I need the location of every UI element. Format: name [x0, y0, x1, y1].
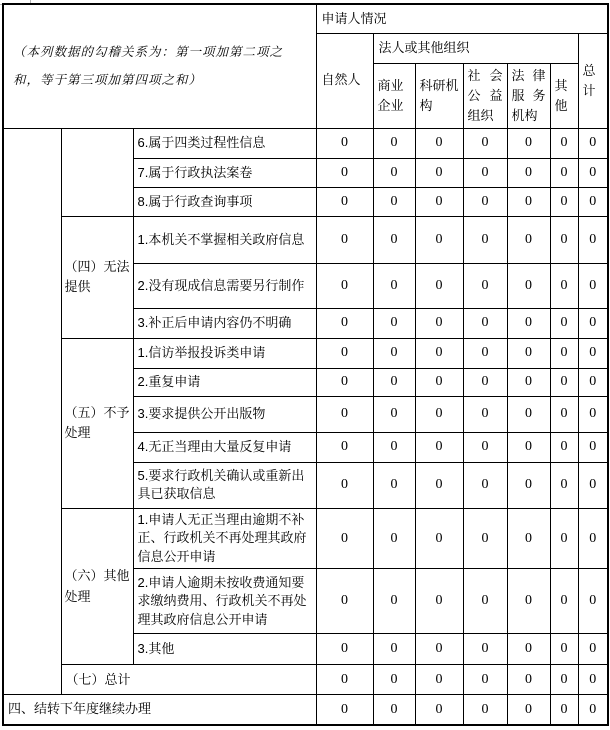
value-cell: 0: [373, 634, 415, 665]
row-label: 1.本机关不掌握相关政府信息: [133, 216, 316, 263]
table-row: [3, 508, 608, 568]
value-cell: 0: [578, 263, 608, 308]
value-cell: 0: [578, 634, 608, 665]
value-cell: 0: [463, 508, 507, 568]
value-cell: 0: [578, 368, 608, 396]
row-label: 2.重复申请: [133, 368, 316, 396]
value-cell: 0: [373, 308, 415, 338]
value-cell: 0: [550, 665, 578, 695]
value-cell: 0: [415, 158, 463, 187]
value-cell: 0: [415, 308, 463, 338]
row-label-carry-over: 四、结转下年度继续办理: [3, 695, 316, 725]
value-cell: 0: [507, 432, 550, 462]
value-cell: 0: [373, 695, 415, 725]
value-cell: 0: [507, 665, 550, 695]
value-cell: 0: [550, 263, 578, 308]
value-cell: 0: [550, 158, 578, 187]
value-cell: 0: [578, 338, 608, 368]
value-cell: 0: [316, 263, 373, 308]
value-cell: 0: [463, 187, 507, 216]
group-cell-not-processed: （五）不予处理: [61, 338, 133, 508]
value-cell: 0: [578, 665, 608, 695]
value-cell: 0: [578, 158, 608, 187]
value-cell: 0: [550, 462, 578, 508]
value-cell: 0: [550, 308, 578, 338]
value-cell: 0: [507, 634, 550, 665]
value-cell: 0: [463, 665, 507, 695]
value-cell: 0: [578, 128, 608, 158]
disclosure-statistics-table: [2, 3, 609, 726]
value-cell: 0: [507, 216, 550, 263]
value-cell: 0: [316, 432, 373, 462]
row-label: 3.补正后申请内容仍不明确: [133, 308, 316, 338]
value-cell: 0: [373, 462, 415, 508]
value-cell: 0: [316, 128, 373, 158]
value-cell: 0: [415, 216, 463, 263]
value-cell: 0: [463, 338, 507, 368]
value-cell: 0: [550, 432, 578, 462]
value-cell: 0: [463, 158, 507, 187]
value-cell: 0: [550, 695, 578, 725]
value-cell: 0: [415, 263, 463, 308]
value-cell: 0: [550, 634, 578, 665]
value-cell: 0: [578, 432, 608, 462]
row-label-grand-total: （七）总计: [61, 665, 316, 695]
left-spacer-cell: [3, 128, 61, 694]
value-cell: 0: [373, 508, 415, 568]
value-cell: 0: [316, 158, 373, 187]
value-cell: 0: [316, 308, 373, 338]
value-cell: 0: [415, 462, 463, 508]
value-cell: 0: [507, 368, 550, 396]
value-cell: 0: [507, 508, 550, 568]
value-cell: 0: [463, 462, 507, 508]
col-header-other-org: 其他: [550, 63, 578, 128]
value-cell: 0: [550, 216, 578, 263]
value-cell: 0: [463, 308, 507, 338]
value-cell: 0: [507, 263, 550, 308]
col-header-legal-service-org: 法律服务机构: [507, 63, 550, 128]
value-cell: 0: [316, 396, 373, 432]
value-cell: 0: [373, 665, 415, 695]
row-label: 1.申请人无正当理由逾期不补正、行政机关不再处理其政府信息公开申请: [133, 508, 316, 568]
table-row-carry-over: [3, 695, 608, 725]
value-cell: 0: [550, 338, 578, 368]
col-header-natural-person: 自然人: [316, 33, 373, 128]
group-cell-empty: [61, 128, 133, 216]
value-cell: 0: [373, 368, 415, 396]
value-cell: 0: [578, 569, 608, 634]
row-label: 2.申请人逾期未按收费通知要求缴纳费用、行政机关不再处理其政府信息公开申请: [133, 569, 316, 634]
value-cell: 0: [373, 432, 415, 462]
value-cell: 0: [316, 187, 373, 216]
value-cell: 0: [507, 462, 550, 508]
value-cell: 0: [415, 569, 463, 634]
value-cell: 0: [550, 187, 578, 216]
value-cell: 0: [415, 338, 463, 368]
value-cell: 0: [373, 128, 415, 158]
value-cell: 0: [578, 308, 608, 338]
value-cell: 0: [316, 368, 373, 396]
value-cell: 0: [578, 396, 608, 432]
value-cell: 0: [463, 396, 507, 432]
value-cell: 0: [507, 187, 550, 216]
value-cell: 0: [415, 665, 463, 695]
value-cell: 0: [463, 432, 507, 462]
col-header-legal-org: 法人或其他组织: [373, 33, 578, 63]
row-label: 8.属于行政查询事项: [133, 187, 316, 216]
col-header-total: 总计: [578, 33, 608, 128]
value-cell: 0: [463, 569, 507, 634]
header-applicant-status: 申请人情况: [316, 4, 608, 33]
value-cell: 0: [316, 338, 373, 368]
value-cell: 0: [415, 432, 463, 462]
value-cell: 0: [578, 187, 608, 216]
value-cell: 0: [373, 396, 415, 432]
value-cell: 0: [578, 216, 608, 263]
value-cell: 0: [550, 569, 578, 634]
value-cell: 0: [507, 338, 550, 368]
value-cell: 0: [373, 569, 415, 634]
value-cell: 0: [463, 695, 507, 725]
table-row: [3, 216, 608, 263]
value-cell: 0: [550, 508, 578, 568]
row-label: 5.要求行政机关确认或重新出具已获取信息: [133, 462, 316, 508]
value-cell: 0: [507, 695, 550, 725]
value-cell: 0: [316, 634, 373, 665]
value-cell: 0: [373, 187, 415, 216]
value-cell: 0: [415, 368, 463, 396]
value-cell: 0: [507, 396, 550, 432]
row-label: 1.信访举报投诉类申请: [133, 338, 316, 368]
value-cell: 0: [463, 263, 507, 308]
col-header-social-welfare-org: 社会公益组织: [463, 63, 507, 128]
value-cell: 0: [507, 158, 550, 187]
value-cell: 0: [550, 396, 578, 432]
value-cell: 0: [316, 695, 373, 725]
reconciliation-note: （本列数据的勾稽关系为：第一项加第二项之和，等于第三项加第四项之和）: [3, 4, 316, 128]
value-cell: 0: [373, 338, 415, 368]
value-cell: 0: [463, 634, 507, 665]
value-cell: 0: [578, 695, 608, 725]
table-row-grand-total: [3, 665, 608, 695]
value-cell: 0: [415, 508, 463, 568]
value-cell: 0: [316, 665, 373, 695]
value-cell: 0: [550, 128, 578, 158]
row-label: 3.其他: [133, 634, 316, 665]
value-cell: 0: [415, 695, 463, 725]
value-cell: 0: [507, 308, 550, 338]
value-cell: 0: [507, 569, 550, 634]
value-cell: 0: [463, 368, 507, 396]
value-cell: 0: [316, 462, 373, 508]
value-cell: 0: [415, 634, 463, 665]
value-cell: 0: [316, 508, 373, 568]
row-label: 6.属于四类过程性信息: [133, 128, 316, 158]
col-header-research-institution: 科研机构: [415, 63, 463, 128]
row-label: 3.要求提供公开出版物: [133, 396, 316, 432]
header-row-1: [3, 4, 608, 33]
value-cell: 0: [415, 396, 463, 432]
table-row: [3, 128, 608, 158]
value-cell: 0: [507, 128, 550, 158]
value-cell: 0: [463, 128, 507, 158]
value-cell: 0: [463, 216, 507, 263]
value-cell: 0: [373, 263, 415, 308]
table-row: [3, 338, 608, 368]
value-cell: 0: [373, 216, 415, 263]
value-cell: 0: [578, 508, 608, 568]
value-cell: 0: [316, 216, 373, 263]
value-cell: 0: [415, 128, 463, 158]
value-cell: 0: [316, 569, 373, 634]
row-label: 7.属于行政执法案卷: [133, 158, 316, 187]
col-header-commercial-enterprise: 商业企业: [373, 63, 415, 128]
group-cell-other-processing: （六）其他处理: [61, 508, 133, 664]
row-label: 4.无正当理由大量反复申请: [133, 432, 316, 462]
row-label: 2.没有现成信息需要另行制作: [133, 263, 316, 308]
value-cell: 0: [550, 368, 578, 396]
value-cell: 0: [578, 462, 608, 508]
value-cell: 0: [373, 158, 415, 187]
group-cell-unable-to-provide: （四）无法提供: [61, 216, 133, 338]
value-cell: 0: [415, 187, 463, 216]
